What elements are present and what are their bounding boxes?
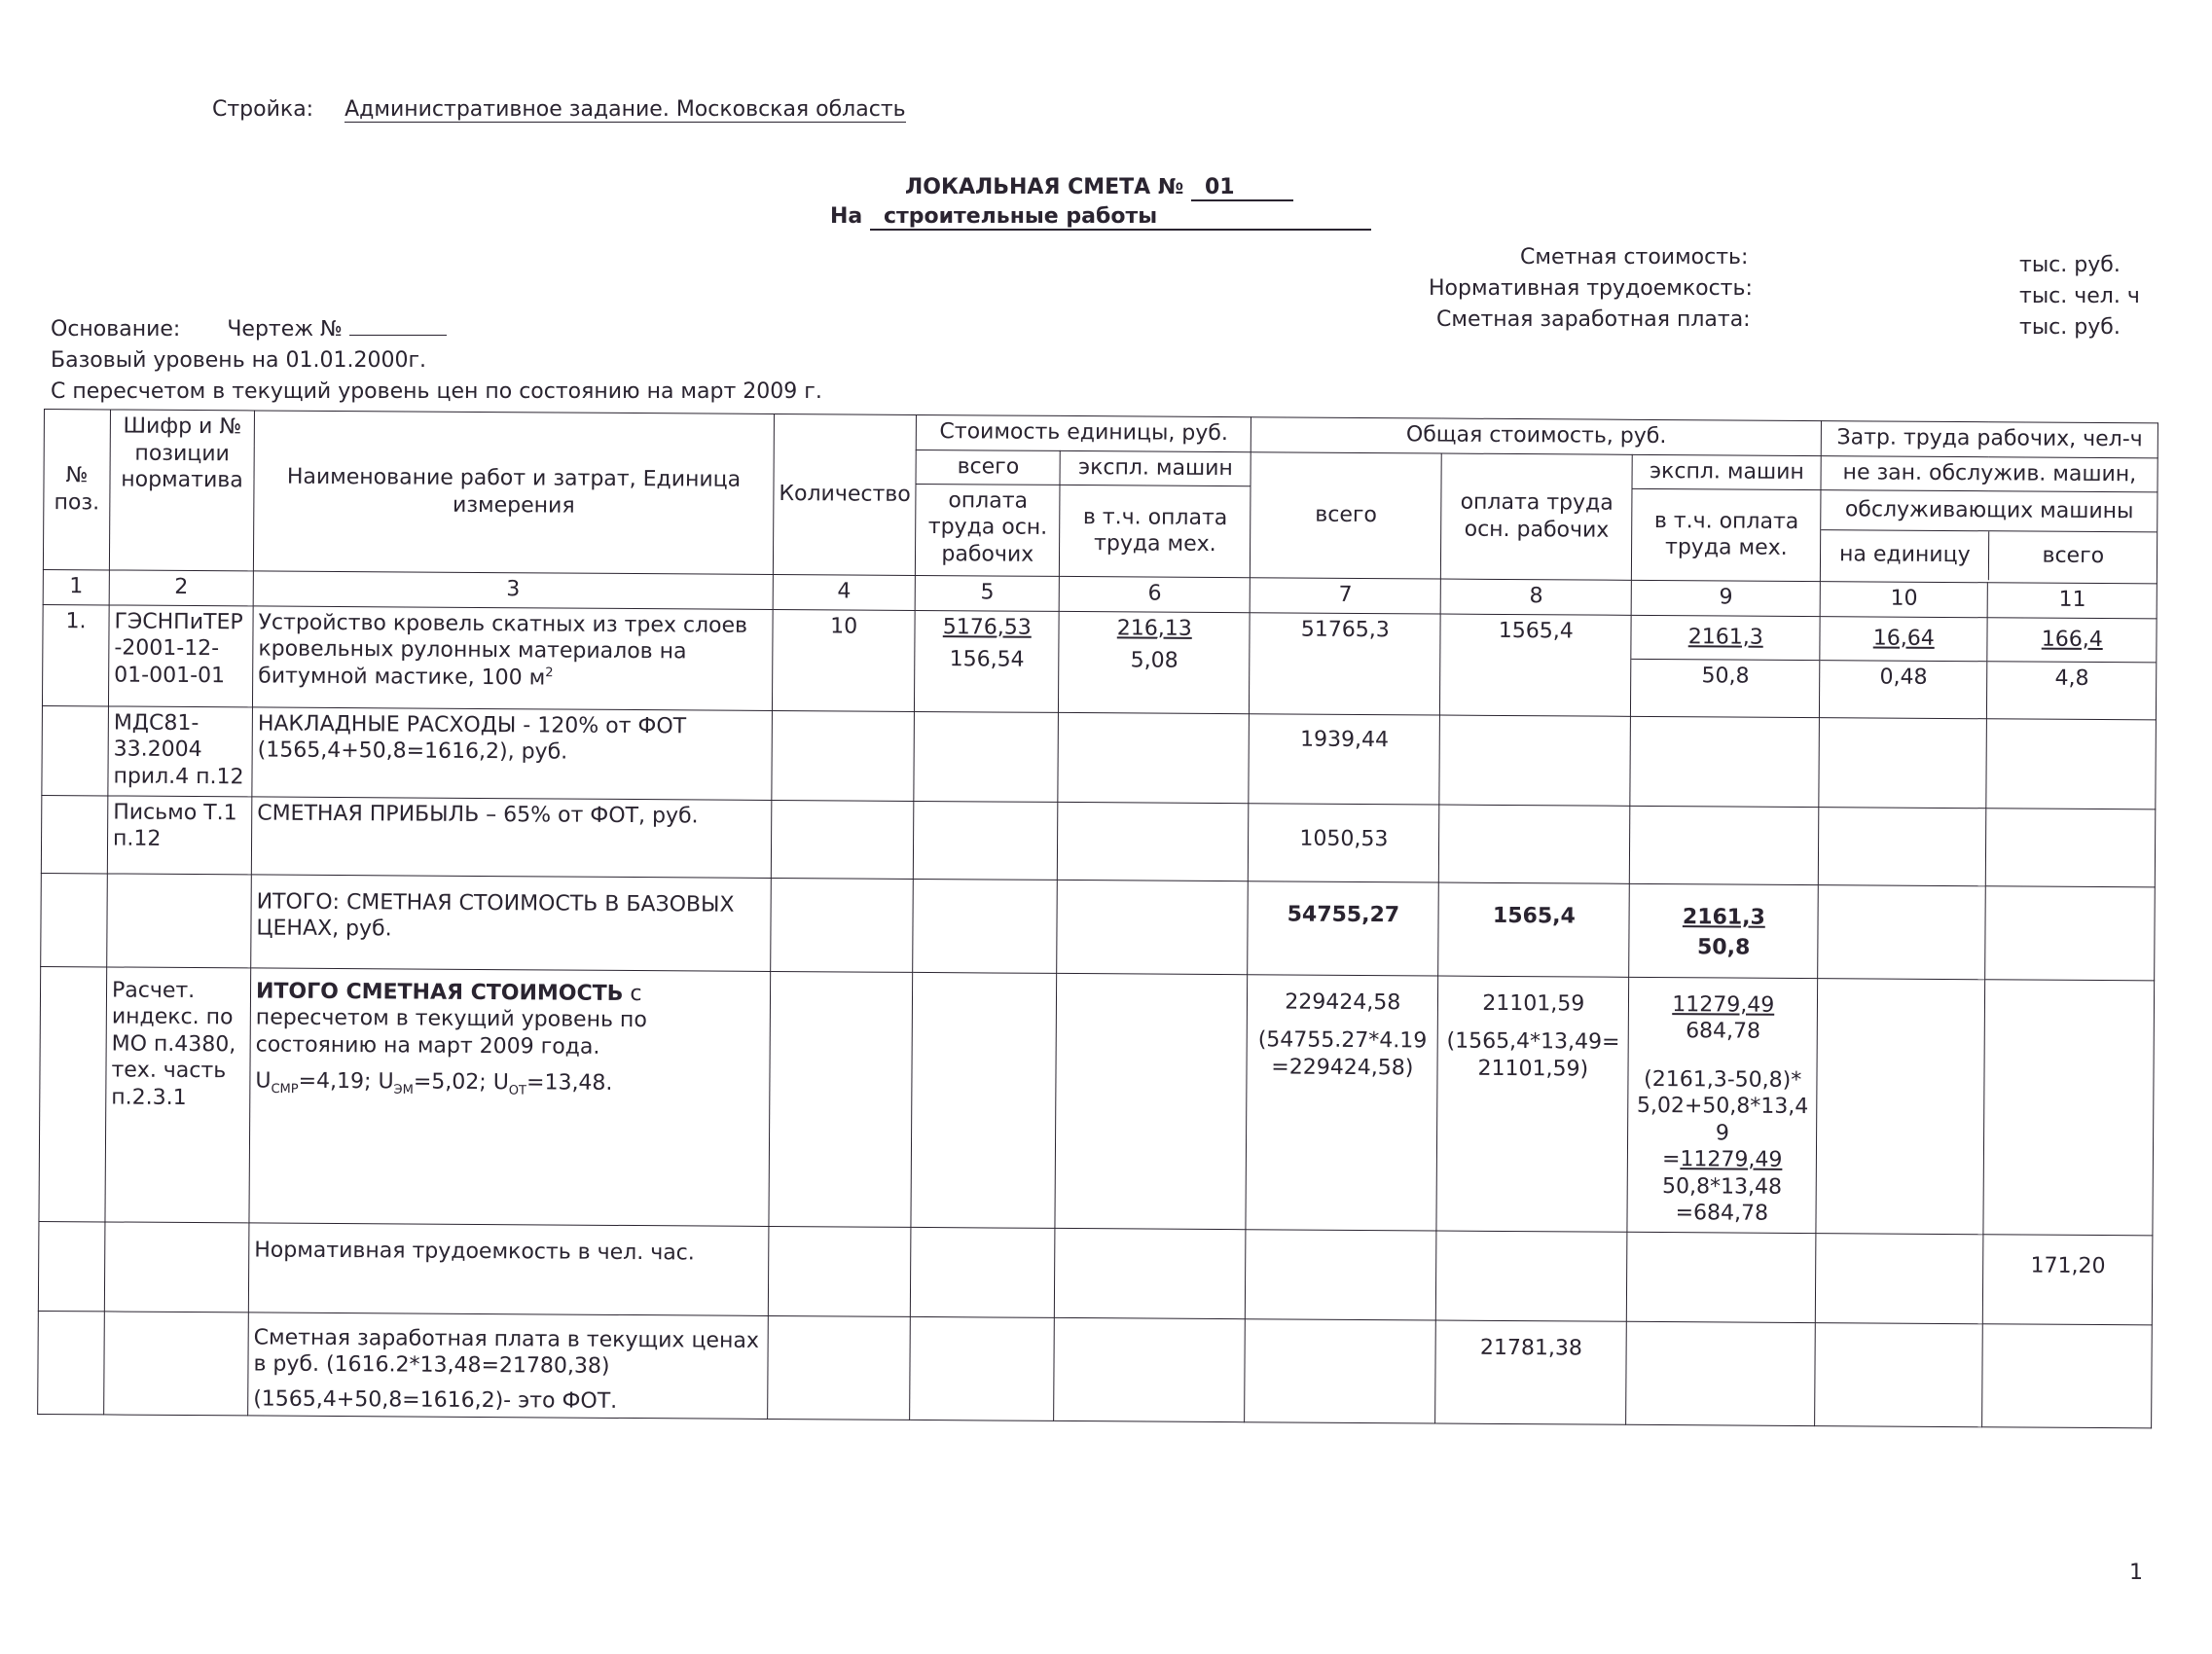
- site-value: Административное задание. Московская область: [344, 97, 906, 122]
- col-number: 1: [43, 569, 109, 604]
- row-code: МДС81-33.2004 прил.4 п.12: [108, 705, 253, 796]
- unit-labor-value: 156,54: [949, 647, 1025, 672]
- col-number: 4: [773, 574, 916, 610]
- header-labor-serv: обслуживающих машины: [1822, 490, 2158, 532]
- header-unit-mach: экспл. машин: [1060, 450, 1251, 485]
- current-total-formula: (54755.27*4.19 =229424,58): [1257, 1027, 1428, 1080]
- table-row: [41, 873, 2156, 980]
- site-label: Стройка:: [212, 97, 314, 122]
- row-name-bold: ИТОГО СМЕТНАЯ СТОИМОСТЬ: [255, 978, 624, 1006]
- header-qty: Количество: [773, 414, 916, 574]
- row-name: ИТОГО: СМЕТНАЯ СТОИМОСТЬ В БАЗОВЫХ ЦЕНАХ, руб.: [251, 874, 772, 971]
- row-name-text: Сметная заработная плата в текущих ценах в руб. (1616.2*13,48=21780,38): [253, 1324, 759, 1379]
- row-labor-total: [1987, 617, 2158, 719]
- row-per-unit: [1818, 884, 1986, 979]
- row-total-labor: [1436, 976, 1629, 1232]
- current-mach-value: 11279,49: [1672, 991, 1775, 1018]
- row-qty: [771, 878, 914, 972]
- index-ot: =13,48.: [526, 1070, 613, 1096]
- index-smr: =4,19;: [298, 1068, 372, 1095]
- row-name: [252, 605, 773, 710]
- summary-labor-unit: тыс. чел. ч: [2019, 284, 2140, 308]
- row-code: ГЭСНПиТЕР -2001-12-01-001-01: [108, 604, 253, 706]
- row-code: [104, 1221, 249, 1312]
- row-name: НАКЛАДНЫЕ РАСХОДЫ - 120% от ФОТ (1565,4+50,8=1616,2), руб.: [252, 706, 773, 800]
- document-title: [905, 175, 1293, 201]
- header-unit-mech: в т.ч. оплата труда мех.: [1060, 485, 1251, 577]
- col-number: 5: [915, 575, 1059, 611]
- row-labor-total: [1983, 979, 2155, 1235]
- header-code: Шифр и № позиции норматива: [109, 410, 254, 570]
- row-name: СМЕТНАЯ ПРИБЫЛЬ – 65% от ФОТ, руб.: [251, 796, 772, 878]
- total-mach-value: 2161,3: [1632, 615, 1820, 660]
- row-qty: 10: [772, 609, 915, 711]
- col-number: 7: [1250, 577, 1440, 613]
- unit-total-value: 5176,53: [942, 614, 1032, 640]
- row-num: 1.: [42, 604, 109, 705]
- row-qty: [771, 800, 914, 879]
- summary-labor-label: Нормативная трудоемкость:: [1429, 276, 1753, 301]
- row-total-labor: 1565,4: [1438, 882, 1630, 977]
- labor-total-serv-value: 4,8: [2054, 665, 2089, 691]
- unit-mech-value: 5,08: [1130, 648, 1179, 673]
- row-qty: [768, 1315, 911, 1420]
- row-per-unit: [1820, 616, 1988, 718]
- row-num: [38, 1221, 105, 1311]
- row-total-labor: [1436, 1231, 1628, 1321]
- header-unit-cost: Стоимость единицы, руб.: [917, 414, 1251, 451]
- row-name-text: Устройство кровель скатных из трех слоев кровельных рулонных материалов на битумной мастике, 100 м: [258, 609, 748, 690]
- row-unit-cost: [915, 610, 1060, 712]
- index-em: =5,02;: [413, 1069, 487, 1096]
- drawing-blank: [349, 335, 447, 336]
- row-num: [42, 705, 109, 795]
- page-number: 1: [2129, 1561, 2143, 1585]
- total-mech-value: 50,8: [1701, 663, 1750, 689]
- na-value: строительные работы: [870, 204, 1371, 231]
- row-num: [39, 966, 107, 1221]
- row-total-labor: 1565,4: [1440, 614, 1632, 716]
- row-total-labor: 21781,38: [1435, 1320, 1627, 1425]
- row-total-mach: [1630, 716, 1820, 807]
- header-num: № поз.: [43, 410, 110, 570]
- basis-label: Основание:: [51, 317, 181, 342]
- row-total-mach: [1630, 806, 1820, 884]
- title-text: ЛОКАЛЬНАЯ СМЕТА №: [905, 175, 1184, 199]
- row-total-labor: [1439, 715, 1631, 806]
- row-total-mach: [1627, 1232, 1817, 1322]
- row-name-note: (1565,4+50,8=1616,2)- это ФОТ.: [253, 1385, 618, 1414]
- row-unit-cost: [911, 972, 1057, 1228]
- row-code: Письмо Т.1 п.12: [107, 795, 252, 874]
- row-unit-cost: [914, 801, 1059, 880]
- summary-cost-label: Сметная стоимость:: [1520, 245, 1749, 270]
- total-mech-value: 50,8: [1696, 935, 1751, 960]
- row-unit-mach: [1058, 802, 1250, 881]
- header-labor-cost: Затр. труда рабочих, чел-ч: [1822, 421, 2158, 458]
- row-total: 1050,53: [1249, 803, 1440, 881]
- row-labor-total: [1985, 885, 2156, 980]
- estimate-subject: [830, 204, 1371, 231]
- row-code: [107, 873, 252, 967]
- row-qty: [768, 1226, 911, 1316]
- summary-wage-unit: тыс. руб.: [2019, 315, 2121, 340]
- row-total: 1939,44: [1249, 713, 1440, 804]
- row-total: [1245, 1318, 1436, 1423]
- estimate-number: 01: [1191, 175, 1293, 201]
- site-line: [212, 97, 906, 123]
- table-row: [42, 604, 2157, 719]
- row-total: [1246, 1229, 1437, 1319]
- current-mach-formula: (2161,3-50,8)*5,02+50,8*13,49: [1636, 1066, 1809, 1146]
- header-total-mech: в т.ч. оплата труда мех.: [1632, 488, 1822, 581]
- row-name: Нормативная трудоемкость в чел. час.: [248, 1222, 769, 1315]
- row-total: 54755,27: [1248, 881, 1439, 975]
- row-qty: [772, 710, 915, 801]
- estimate-table: [37, 409, 2158, 1428]
- header-total-mach: экспл. машин: [1632, 454, 1821, 489]
- table-row: [39, 966, 2155, 1235]
- row-name: [248, 1312, 769, 1419]
- table-row: [42, 705, 2157, 809]
- row-qty: [769, 971, 913, 1227]
- header-unit-total: всего: [916, 449, 1060, 484]
- col-number: 3: [253, 570, 773, 609]
- current-mach-result: 11279,49: [1680, 1147, 1783, 1172]
- total-mach-value: 2161,3: [1682, 904, 1765, 930]
- row-code: [104, 1311, 249, 1415]
- summary-wage-label: Сметная заработная плата:: [1436, 307, 1751, 332]
- row-total-mach: [1627, 977, 1818, 1233]
- header-total-labor: оплата труда осн. рабочих: [1441, 453, 1633, 580]
- col-number: 6: [1059, 576, 1250, 612]
- per-unit-value: 16,64: [1821, 617, 1987, 662]
- header-total-cost: Общая стоимость, руб.: [1251, 417, 1822, 456]
- row-labor-total: [1982, 1323, 2153, 1428]
- row-total-mach: [1626, 1321, 1816, 1426]
- row-unit-cost: [911, 1227, 1056, 1317]
- col-number: 2: [109, 569, 253, 605]
- row-labor-total: 171,20: [1983, 1234, 2154, 1324]
- table-row: [38, 1221, 2153, 1324]
- current-total-value: 229424,58: [1285, 989, 1401, 1015]
- row-per-unit: [1819, 807, 1987, 885]
- row-unit-mach: [1057, 880, 1249, 974]
- recalc-note: С пересчетом в текущий уровень цен по состоянию на март 2009 г.: [51, 379, 822, 404]
- header-labor-not: не зан. обслужив. машин,: [1821, 456, 2158, 492]
- row-per-unit: [1816, 1233, 1984, 1323]
- row-code: Расчет. индекс. по МО п.4380, тех. часть п.2.3.1: [105, 966, 251, 1222]
- header-total-all: всего: [1251, 452, 1442, 579]
- base-level: Базовый уровень на 01.01.2000г.: [51, 348, 427, 373]
- current-mech-formula: 50,8*13,48 =684,78: [1661, 1173, 1783, 1226]
- current-mech-value: 684,78: [1686, 1019, 1761, 1044]
- row-unit-mach: [1055, 973, 1248, 1229]
- row-unit-mach: [1059, 611, 1251, 713]
- row-per-unit: [1816, 978, 1985, 1234]
- labor-total-value: 166,4: [1988, 618, 2157, 663]
- current-labor-formula: (1565,4*13,49= 21101,59): [1446, 1028, 1620, 1082]
- table-row: [38, 1311, 2153, 1428]
- index-line: $U_{СМР}=4,19$; $U_{ЭМ}=5,02$; $U_{ОТ}=13,48$.: [255, 1068, 613, 1098]
- current-labor-value: 21101,59: [1482, 990, 1585, 1017]
- unit-mach-value: 216,13: [1116, 615, 1192, 641]
- row-per-unit: [1815, 1322, 1983, 1427]
- row-num: [41, 795, 108, 873]
- header-name: Наименование работ и затрат, Единица измерения: [253, 411, 774, 574]
- row-unit-mach: [1055, 1228, 1247, 1318]
- header-labor-sub: [1821, 489, 2158, 583]
- row-labor-total: [1986, 808, 2157, 886]
- row-unit-mach: [1054, 1317, 1246, 1422]
- row-unit-mach: [1058, 712, 1250, 803]
- col-number: 8: [1440, 579, 1631, 615]
- row-num: [38, 1311, 105, 1415]
- basis-drawing: Чертеж №: [227, 317, 343, 342]
- na-label: На: [830, 204, 863, 229]
- row-name: [249, 967, 771, 1226]
- col-number: 9: [1631, 580, 1820, 616]
- row-labor-total: [1986, 718, 2157, 809]
- table-row: [41, 795, 2156, 886]
- row-total: 51765,3: [1250, 612, 1441, 714]
- summary-cost-unit: тыс. руб.: [2019, 253, 2121, 277]
- row-name-text: с пересчетом в текущий уровень по состоянию на март 2009 года.: [255, 981, 647, 1060]
- row-unit-cost: [913, 879, 1058, 973]
- row-unit-cost: [914, 711, 1059, 802]
- per-unit-serv-value: 0,48: [1879, 665, 1928, 690]
- row-total: [1246, 974, 1438, 1230]
- basis-line: [51, 317, 447, 342]
- current-mach-equals: =: [1661, 1147, 1681, 1172]
- row-unit-cost: [910, 1316, 1055, 1420]
- row-total-labor: [1439, 805, 1631, 883]
- header-unit-labor: оплата труда осн. рабочих: [916, 484, 1061, 576]
- row-total-mach: [1629, 883, 1819, 978]
- col-number: 10: [1820, 581, 1987, 617]
- col-number: 11: [1987, 582, 2157, 618]
- row-num: [41, 873, 108, 966]
- header-labor-total: всего: [2042, 543, 2105, 568]
- row-name-sup: 2: [545, 665, 554, 680]
- row-total-mach: [1631, 615, 1821, 717]
- row-per-unit: [1819, 717, 1987, 808]
- header-per-unit: на единицу: [1821, 530, 1989, 580]
